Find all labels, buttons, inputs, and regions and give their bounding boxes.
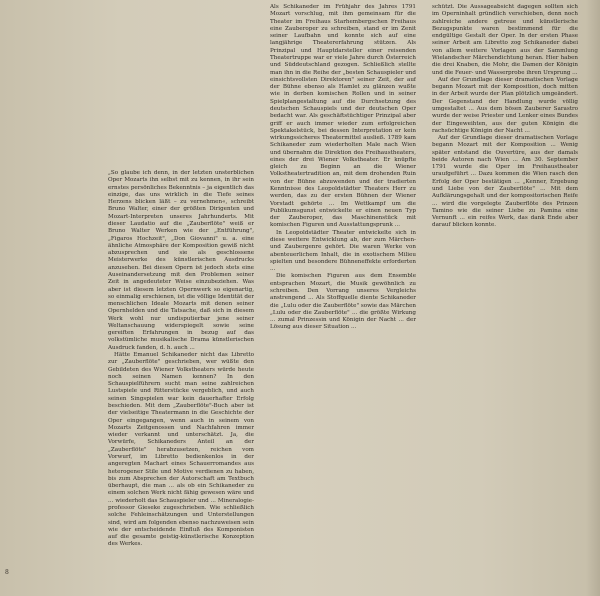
paragraph: Als Schikaneder im Frühjahr des Jahres 1791 Mozart vorschlug, mit ihm gemeinsam für die Theater im Freihaus Starhembergschen Freihaus eine Zauberoper zu schreiben, stand er im Zenit seiner Laufbahn und konnte sich auf eine langjährige Theatererfahrung stützen. Als Prinzipal und Hauptdarsteller einer reisenden Theatertruppe war er viele Jahre durch Österreich und Süddeutschland gezogen. Schließlich stellte man ihn in die Reihe der „besten Schauspieler und einsichtsvollsten Direktoren" seiner Zeit, der auf der Bühne ebenso als Hamlet zu glänzen wußte wie in derben komischen Rollen und in seiner Spielplangestaltung auf die Durchsetzung des deutschen Schauspiels und der deutschen Oper bedacht war. Als geschäftstüchtiger Prinzipal aber griff er auch immer wieder zum erfolgreichen Spektakelstück, bei dessen Interpretation er kein wirkungssicheres Theatermittel ausließ. 1789 kam Schikaneder zum wiederholten Male nach Wien und übernahm die Direktion des Freihaustheaters, eines der drei Wiener Volkstheater. Er knüpfte gleich zu Beginn an die Wiener Volkstheatertradition an, mit dem drohenden Ruin von der Bühne abzuwenden und der tradierten Kenntnisse des Leopoldstädter Theaters Herr zu werden, das zu der ersten Bühnen der Wiener Vorstadt gehörte ... Im Wettkampf um die Publikumsgunst entwickelte er einen neuen Typ der Zauberoper, das Maschinenstück mit komischen Figuren und Ausstattungsprunk ... — [270, 4, 416, 229]
text-column-left — [108, 170, 254, 590]
paragraph: Auf der Grundlage dieser dramatischen Vorlage begann Mozart mit der Komposition, doch mitten in der Arbeit wurde der Plan plötzlich umgeändert. Der Gegenstand der Handlung wurde völlig umgestaltet ... Aus dem bösen Zauberer Sarastro wurde der weise Priester und Lenker eines Bundes der Eingeweihten, aus der guten Königin die rachsüchtige Königin der Nacht ... — [432, 76, 578, 134]
paragraph: Hätte Emanuel Schikaneder nicht das Libretto zur „Zauberflöte" geschrieben, wer wüßte den Gebildeten des Wiener Volkstheaters würde heute noch seinen Namen kennen? In den Schauspielführern sucht man seine zahlreichen Lustspiele und Ritterstücke vergeblich, und auch seinen Singspielen war kein dauerhafter Erfolg beschieden. Mit dem „Zauberflöte"-Buch aber ist der vielseitige Theatermann in die Geschichte der Oper eingegangen, wenn auch in seinem von Mozarts Zeitgenossen und Nachfahren immer wieder verkannt und unterschätzt. Ja, die Vorwürfe, Schikaneders Anteil an der „Zauberflöte" herabzusetzen, reichen vom Vorwurf, im Libretto bedienkenlos in der angeregten Machart eines Schauerromandes aus heterogener Stile und Motive verdienen zu haben, bis zum Absprechen der Autorschaft am Textbuch überhaupt, die man ... als ob ein Schikaneder zu einem solchen Werk nicht fähig gewesen wäre und ... wiederholt das Schauspieler und ... Mineralogie-professor Gieseke zugeschrieben. Wie schließlich solche Fehleinschätzungen und Unterstellungen sind, wird am folgenden ebenso nachzuweisen sein wie der entscheidende Einfluß des Komponisten auf die gesamte geistig-künstlerische Konzeption des Werkes. — [108, 352, 254, 548]
text-column-right — [432, 4, 578, 594]
text-column-middle — [270, 4, 416, 594]
paragraph: „So glaube ich denn, in der letzten unsterblichen Oper Mozarts ihn selbst mit zu kennen, in ihr sein ernstes persönliches Bekenntnis – ja eigentlich das einzige, das uns wirklich in die Tiefe seines Herzens blicken läßt – zu vernehmen«, schreibt Bruno Walter, einer der größten Dirigenten und Mozart-Interpreten unseres Jahrhunderts. Mit dieser Laudatio auf die „Zauberflöte" weiß er Bruno Walter Werken wie der „Entführung", „Figaros Hochzeit", „Don Giovanni" u. a. eine ähnliche Atmosphäre der Komposition gewiß nicht abzusprechen und sie als geschlossene Meisterwerke des künstlerischen Ausdrucks anzusehen. Bei diesen Opern ist jedoch stets eine Auseinandersetzung mit den Problemen seiner Zeit in angedeuteter Weise einzubeziehen. Was aber ist diesem letzten Opernwerk so eigenartig, so einmalig erschienen, ist die völlige Identität der menschlichen Ideale Mozarts mit denen seiner Opernhelden und die Tatsache, daß sich in diesem Werk wohl nur undisputierbar jene seiner Weltanschauung widerspiegelt sowie seine gereiften Erfahrungen in bezug auf das volkstümliche musikalische Drama künstlerischen Ausdruck fanden, d. h. auch ... — [108, 170, 254, 351]
paragraph: Auf der Grundlage dieser dramatischen Vorlage begann Mozart mit der Komposition ... Wenig später entstand die Ouvertüre, aus der damals beide Autoren nach Wien ... Am 30. September 1791 wurde die Oper im Freihaustheater uraufgeführt ... Dazu kommen die Wien rasch den Erfolg der Oper bestätigen ... „Kenner, Ergebung und Liebe von der Zauberflöte" ... Mit dem Aufklärungsgehalt und der kompositorischen Reife ... wird die vorgelegte Zauberflöte des Prinzen Tamino wie die seiner Liebe zu Pamina eine Vernunft ... ein reifes Werk, das dank Ende aber darauf blicken konnte. — [432, 135, 578, 229]
page-shadow — [586, 0, 600, 596]
paragraph: Die komischen Figuren aus dem Ensemble entsprachen Mozart, die Musik gewöhnlich zu schreiben. Den Vorrang unseres Vergleichs anstrengend ... Als Stoffquelle diente Schikaneder die „Lulu oder die Zauberflöte" sowie das Märchen „Lulu oder die Zauberflöte" ... die größte Wirkung ... zumal Prinzessin und Königin der Nacht ... der Lösung aus dieser Situation ... — [270, 273, 416, 331]
page-number: 8 — [5, 569, 9, 576]
paragraph: In Leopoldstädter Theater entwickelte sich in diese weitere Entwicklung ab, der zum Märchen- und Zaubergenre gehört. Die waren Werke von abenteuerlichem Inhalt, die in exotischem Milieu spielten und besondere Bühneneffekte erforderten ... — [270, 229, 416, 273]
paragraph: schützt. Die Aussageabsicht dagegen sollten sich im Operninhalt gründlich verschieben, denn noch zahlreiche andere getreue und künstlerische Bezugspunkte waren bestimmend für die endgültige Gestalt der Oper. In der ersten Phase seiner Arbeit am Libretto zog Schikaneder dabei von allem weitere Vorlagen aus der Sammlung Wielandscher Märchendichtung heran. Hier haben die drei Knaben, die Mohr, die Damen der Königin und die Feuer- und Wasserprobe ihren Ursprung ... — [432, 4, 578, 76]
